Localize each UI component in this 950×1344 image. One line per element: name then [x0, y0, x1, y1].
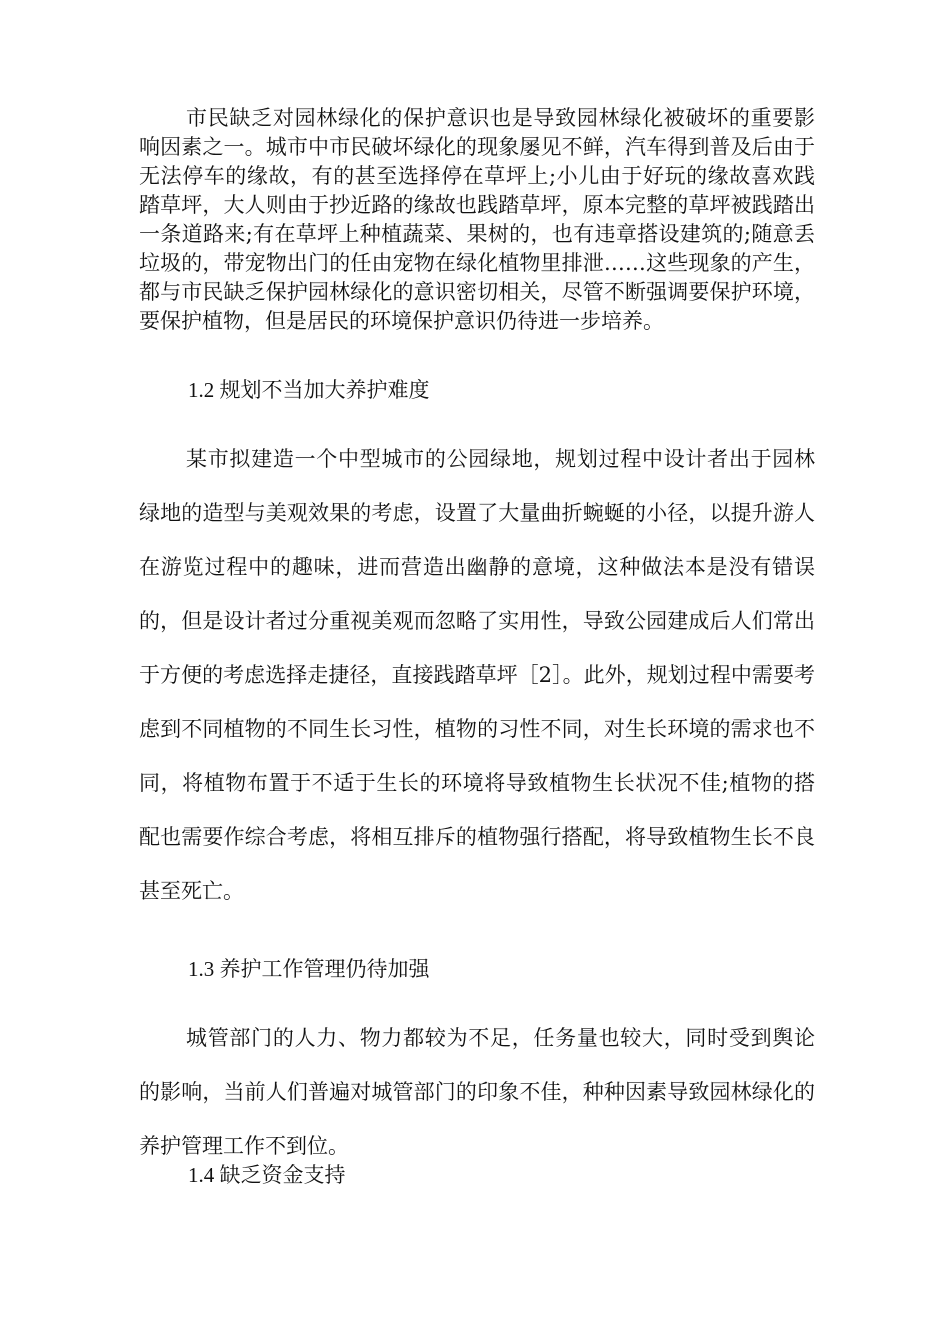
section-heading-1-2: 1.2 规划不当加大养护难度	[188, 378, 430, 402]
section-heading-1-3: 1.3 养护工作管理仍待加强	[188, 957, 430, 981]
paragraph-public-awareness: 市民缺乏对园林绿化的保护意识也是导致园林绿化被破坏的重要影响因素之一。城市中市民破坏绿化的现象屡见不鲜，汽车得到普及后由于无法停车的缘故，有的甚至选择停在草坪上;小儿由于好玩的缘故喜欢践踏草坪，大人则由于抄近路的缘故也践踏草坪，原本完整的草坪被践踏出一条道路来;有在草坪上种植蔬菜、果树的，也有违章搭设建筑的;随意丢垃圾的，带宠物出门的任由宠物在绿化植物里排泄……这些现象的产生，都与市民缺乏保护园林绿化的意识密切相关，尽管不断强调要保护环境，要保护植物，但是居民的环境保护意识仍待进一步培养。	[139, 106, 815, 333]
paragraph-maintenance-management: 城管部门的人力、物力都较为不足，任务量也较大，同时受到舆论的影响，当前人们普遍对城管部门的印象不佳，种种因素导致园林绿化的养护管理工作不到位。	[139, 1026, 815, 1158]
paragraph-improper-planning: 某市拟建造一个中型城市的公园绿地，规划过程中设计者出于园林绿地的造型与美观效果的考虑，设置了大量曲折蜿蜒的小径，以提升游人在游览过程中的趣味，进而营造出幽静的意境，这种做法本是没有错误的，但是设计者过分重视美观而忽略了实用性，导致公园建成后人们常出于方便的考虑选择走捷径，直接践踏草坪［2］。此外，规划过程中需要考虑到不同植物的不同生长习性，植物的习性不同，对生长环境的需求也不同，将植物布置于不适于生长的环境将导致植物生长状况不佳;植物的搭配也需要作综合考虑，将相互排斥的植物强行搭配，将导致植物生长不良甚至死亡。	[139, 447, 815, 903]
section-heading-1-4: 1.4 缺乏资金支持	[188, 1163, 346, 1187]
